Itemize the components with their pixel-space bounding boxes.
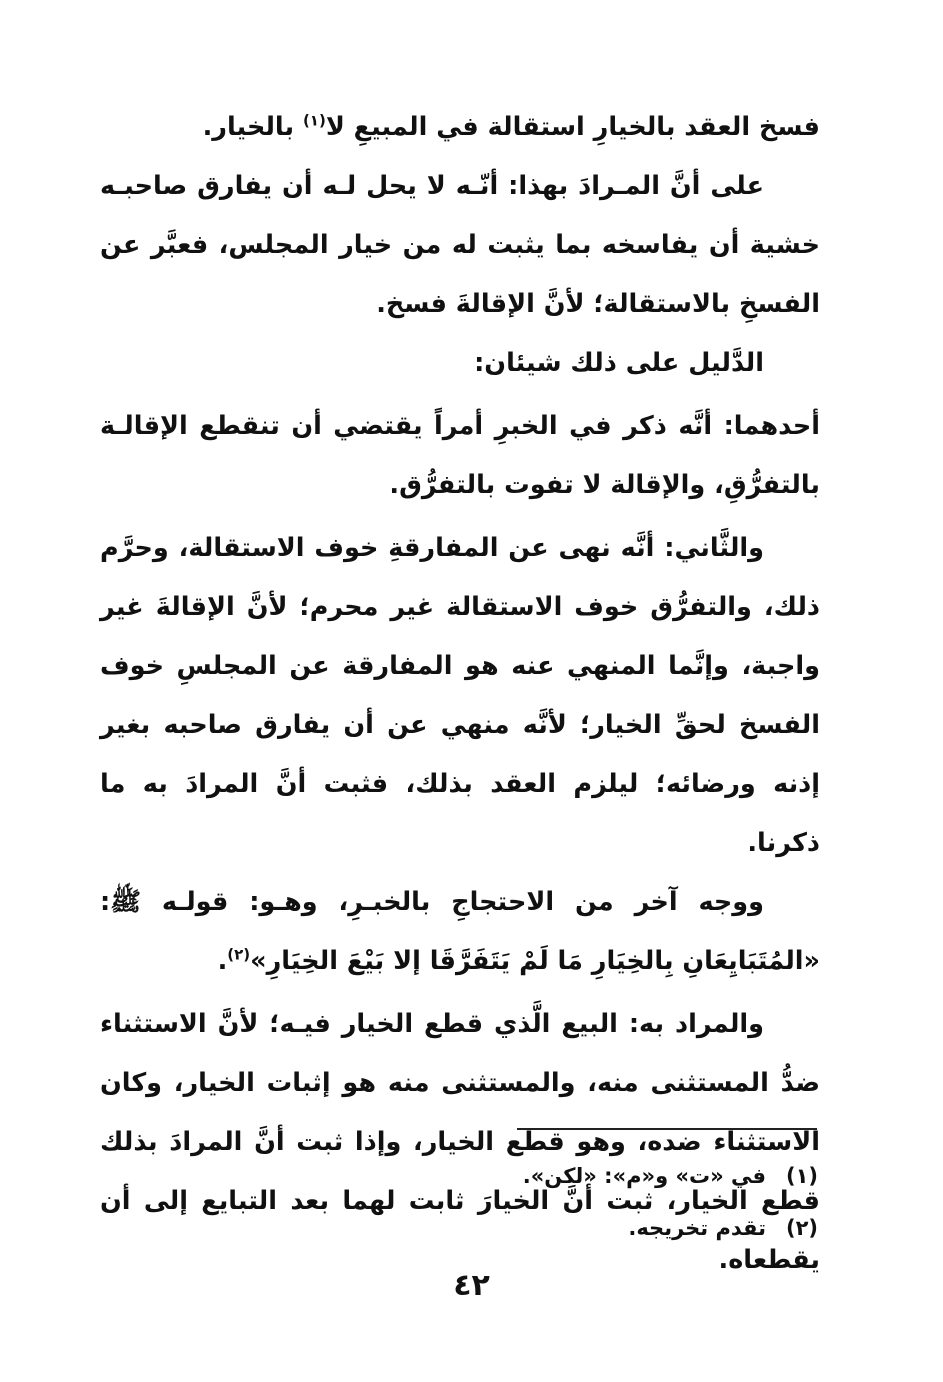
paragraph-4: أحدهما: أنَّه ذكر في الخبرِ أمراً يقتضي أن تنقطع الإقالـة بالتفرُّقِ، والإقالة لا تفوت بالتفرُّق. [100, 411, 820, 500]
footnote-ref-1: (١) [302, 111, 326, 130]
footnote-1 [100, 1150, 818, 1202]
paragraph-1-tail: بالخيار. [202, 112, 303, 142]
paragraph-6-tail: . [217, 946, 228, 976]
paragraph-1-text: فسخ العقد بالخيارِ استقالة في المبيعِ لا [325, 112, 820, 142]
paragraph-2: على أنَّ المـرادَ بهذا: أنّـه لا يحل لـه أن يفارق صاحبـه خشية أن يفاسخه بما يثبت له من خيار المجلس، فعبَّر عن الفسخِ بالاستقالة؛ لأنَّ الإقالةَ فسخ. [100, 171, 820, 319]
footnote-2 [100, 1202, 818, 1254]
paragraph-6-text: ووجه آخر من الاحتجاجِ بالخبـرِ، وهـو: قولـه ﷺ: «المُتَبَايِعَانِ بِالخِيَارِ مَا لَمْ يَتَفَرَّقَا إلا بَيْعَ الخِيَارِ» [100, 887, 820, 976]
paragraph-5: والثَّاني: أنَّه نهى عن المفارقةِ خوف الاستقالة، وحرَّم ذلك، والتفرُّق خوف الاستقالة غير محرم؛ لأنَّ الإقالةَ غير واجبة، وإنَّما المنهي عنه هو المفارقة عن المجلسِ خوف الفسخ لحقِّ الخيار؛ لأنَّه منهي عن أن يفارق صاحبه بغير إذنه ورضائه؛ ليلزم العقد بذلك، فثبت أنَّ المرادَ به ما ذكرنا. [100, 533, 820, 858]
main-text [100, 98, 820, 1290]
paragraph-7: والمراد به: البيع الَّذي قطع الخيار فيـه؛ لأنَّ الاستثناء ضدُّ المستثنى منه، والمستثنى منه هو إثبات الخيار، وكان الاستثناء ضده، وهو قطع الخيار، وإذا ثبت أنَّ المرادَ بذلك قطع الخيار، ثبت أنَّ الخيارَ ثابت لهما بعد التبايع إلى أن يقطعاه. [100, 1009, 820, 1275]
footnotes [100, 1150, 818, 1254]
paragraph-1 [100, 98, 820, 157]
footnote-ref-2: (٢) [227, 945, 251, 964]
page-number: ٤٢ [453, 1268, 490, 1303]
paragraph-6 [100, 873, 820, 991]
footnote-separator [517, 1128, 817, 1130]
paragraph-3: الدَّليل على ذلك شيئان: [474, 348, 764, 378]
footnote-text: في «ت» و«م»: «لكن». [522, 1164, 766, 1188]
footnote-number: (١) [785, 1164, 818, 1188]
footnote-number: (٢) [785, 1216, 818, 1240]
footnote-text: تقدم تخريجه. [628, 1216, 766, 1240]
